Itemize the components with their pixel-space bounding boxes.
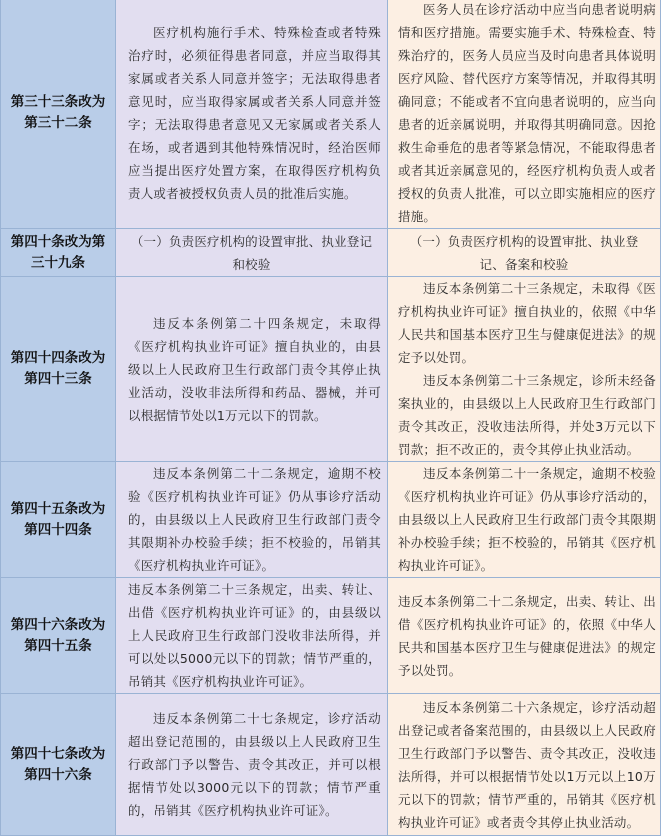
article-label: 第四十五条改为第四十四条 — [1, 462, 116, 578]
new-text: 违反本条例第二十一条规定，逾期不校验《医疗机构执业许可证》仍从事诊疗活动的，由县级以上人民政府卫生行政部门责令其限期补办校验手续；拒不校验的，吊销其《医疗机构执业许可证》。 — [388, 462, 661, 578]
article-label: 第四十条改为第三十九条 — [1, 229, 116, 277]
table-row — [1, 229, 661, 277]
old-text: 违反本条例第二十四条规定，未取得《医疗机构执业许可证》擅自执业的，由县级以上人民政府卫生行政部门责令其停止执业活动，没收非法所得和药品、器械，并可以根据情节处以1万元以下的罚款。 — [116, 277, 388, 462]
new-text-paragraph: 违反本条例第二十三条规定，未取得《医疗机构执业许可证》擅自执业的，依照《中华人民共和国基本医疗卫生与健康促进法》的规定予以处罚。 — [398, 281, 656, 365]
article-label: 第三十三条改为第三十二条 — [1, 0, 116, 229]
new-text: 违反本条例第二十二条规定，出卖、转让、出借《医疗机构执业许可证》的，依照《中华人民共和国基本医疗卫生与健康促进法》的规定予以处罚。 — [388, 578, 661, 694]
table-row — [1, 462, 661, 578]
old-text: 违反本条例第二十七条规定，诊疗活动超出登记范围的，由县级以上人民政府卫生行政部门予以警告、责令其改正，并可以根据情节处以3000元以下的罚款；情节严重的，吊销其《医疗机构执业许可证》。 — [116, 694, 388, 836]
table-row — [1, 0, 661, 229]
old-text: 医疗机构施行手术、特殊检查或者特殊治疗时，必须征得患者同意，并应当取得其家属或者关系人同意并签字；无法取得患者意见时，应当取得家属或者关系人同意并签字；无法取得患者意见又无家属或者关系人在场，或者遇到其他特殊情况时，经治医师应当提出医疗处置方案，在取得医疗机构负责人或者被授权负责人员的批准后实施。 — [116, 0, 388, 229]
old-text: 违反本条例第二十二条规定，逾期不校验《医疗机构执业许可证》仍从事诊疗活动的，由县级以上人民政府卫生行政部门责令其限期补办校验手续；拒不校验的，吊销其《医疗机构执业许可证》。 — [116, 462, 388, 578]
new-text: （一）负责医疗机构的设置审批、执业登记、备案和校验 — [388, 229, 661, 277]
article-label: 第四十四条改为第四十三条 — [1, 277, 116, 462]
table-row — [1, 578, 661, 694]
table-row — [1, 694, 661, 836]
old-text: （一）负责医疗机构的设置审批、执业登记和校验 — [116, 229, 388, 277]
new-text-cell — [388, 277, 661, 462]
new-text-paragraph: 违反本条例第二十三条规定，诊所未经备案执业的，由县级以上人民政府卫生行政部门责令其改正，没收违法所得，并处3万元以下罚款；拒不改正的，责令其停止执业活动。 — [398, 373, 656, 457]
new-text: 医务人员在诊疗活动中应当向患者说明病情和医疗措施。需要实施手术、特殊检查、特殊治疗的，医务人员应当及时向患者具体说明医疗风险、替代医疗方案等情况，并取得其明确同意；不能或者不宜向患者说明的，应当向患者的近亲属说明，并取得其明确同意。因抢救生命垂危的患者等紧急情况，不能取得患者或者其近亲属意见的，经医疗机构负责人或者授权的负责人批准，可以立即实施相应的医疗措施。 — [388, 0, 661, 229]
old-text: 违反本条例第二十三条规定，出卖、转让、出借《医疗机构执业许可证》的，由县级以上人民政府卫生行政部门没收非法所得，并可以处以5000元以下的罚款；情节严重的，吊销其《医疗机构执业许可证》。 — [116, 578, 388, 694]
table-row — [1, 277, 661, 462]
article-label: 第四十六条改为第四十五条 — [1, 578, 116, 694]
article-label: 第四十七条改为第四十六条 — [1, 694, 116, 836]
new-text: 违反本条例第二十六条规定，诊疗活动超出登记或者备案范围的，由县级以上人民政府卫生行政部门予以警告、责令其改正，没收违法所得，并可以根据情节处以1万元以上10万元以下的罚款；情节严重的，吊销其《医疗机构执业许可证》或者责令其停止执业活动。 — [388, 694, 661, 836]
